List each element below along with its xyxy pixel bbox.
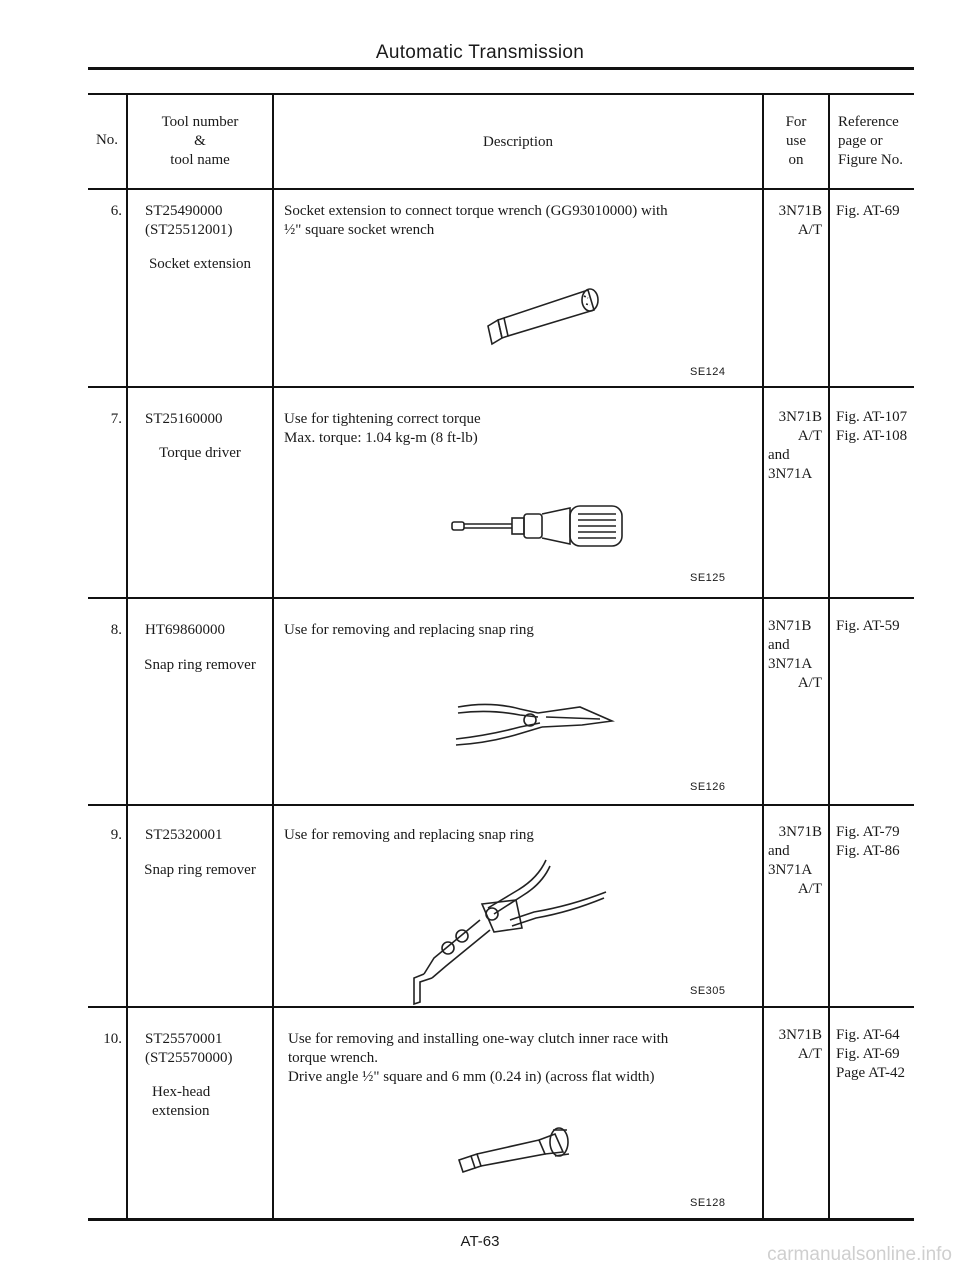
tool-description: Use for removing and installing one-way clutch inner race with torque wrench. Drive angle ½" square and 6 mm (0.24 in) (across flat width): [288, 1031, 669, 1085]
for-use-extra: and 3N71A: [768, 447, 813, 482]
row-divider: [88, 804, 914, 806]
reference: Fig. AT-59: [836, 618, 900, 634]
tool-number: HT69860000: [145, 622, 225, 638]
column-divider: [828, 93, 830, 1220]
tool-name: Snap ring remover: [144, 657, 256, 673]
tool-name: Socket extension: [148, 256, 252, 272]
for-use-extra: A/T: [797, 881, 822, 897]
header-rule: [88, 67, 914, 70]
image-code: SE305: [690, 985, 726, 997]
row-number: 8.: [110, 622, 122, 638]
reference: Fig. AT-69: [836, 203, 900, 219]
tool-description: Use for removing and replacing snap ring: [284, 827, 534, 843]
tool-description: Use for tightening correct torque Max. torque: 1.04 kg-m (8 ft-lb): [284, 411, 481, 446]
tool-number: ST25320001: [145, 827, 223, 843]
page-title: Automatic Transmission: [375, 42, 585, 63]
tool-number: ST25490000 (ST25512001): [145, 203, 233, 238]
table-bottom-rule: [88, 1218, 914, 1221]
header-no: No.: [95, 132, 119, 148]
image-code: SE124: [690, 366, 726, 378]
tool-name: Torque driver: [159, 445, 241, 461]
tool-name: Hex-head extension: [152, 1084, 211, 1119]
row-divider: [88, 1006, 914, 1008]
page-number: AT-63: [460, 1233, 500, 1250]
header-reference: Reference page or Figure No.: [838, 114, 903, 168]
tool-number: ST25160000: [145, 411, 223, 427]
hex-head-extension-icon: [455, 1124, 595, 1184]
socket-extension-icon: [470, 278, 620, 358]
reference: Fig. AT-107 Fig. AT-108: [836, 409, 908, 444]
tool-number: ST25570001 (ST25570000): [145, 1031, 233, 1066]
tool-description: Use for removing and replacing snap ring: [284, 622, 534, 638]
for-use: 3N71B: [778, 824, 822, 840]
reference: Fig. AT-79 Fig. AT-86: [836, 824, 900, 859]
table-head-rule: [88, 188, 914, 190]
watermark: carmanualsonline.info: [767, 1244, 952, 1265]
row-number: 9.: [110, 827, 122, 843]
image-code: SE128: [690, 1197, 726, 1209]
header-tool: Tool number & tool name: [161, 114, 239, 168]
reference: Fig. AT-64 Fig. AT-69 Page AT-42: [836, 1027, 906, 1081]
header-for-use: For use on: [785, 114, 807, 168]
for-use-extra: A/T: [797, 675, 822, 691]
image-code: SE126: [690, 781, 726, 793]
snap-ring-pliers-icon: [450, 695, 630, 755]
header-description: Description: [483, 134, 553, 150]
tool-name: Snap ring remover: [144, 862, 256, 878]
row-divider: [88, 597, 914, 599]
table-top-rule: [88, 93, 914, 95]
for-use: 3N71B A/T: [778, 203, 822, 238]
snap-ring-remover-icon: [410, 856, 610, 1006]
column-divider: [272, 93, 274, 1220]
for-use-extra: and 3N71A: [768, 843, 813, 878]
row-number: 6.: [110, 203, 122, 219]
torque-driver-icon: [450, 502, 650, 552]
for-use: 3N71B A/T: [778, 1027, 822, 1062]
image-code: SE125: [690, 572, 726, 584]
row-number: 10.: [103, 1031, 122, 1047]
for-use: 3N71B A/T: [778, 409, 822, 444]
row-divider: [88, 386, 914, 388]
row-number: 7.: [110, 411, 122, 427]
tool-description: Socket extension to connect torque wrench (GG93010000) with ½" square socket wrench: [284, 203, 668, 238]
for-use: 3N71B and 3N71A: [768, 618, 813, 672]
